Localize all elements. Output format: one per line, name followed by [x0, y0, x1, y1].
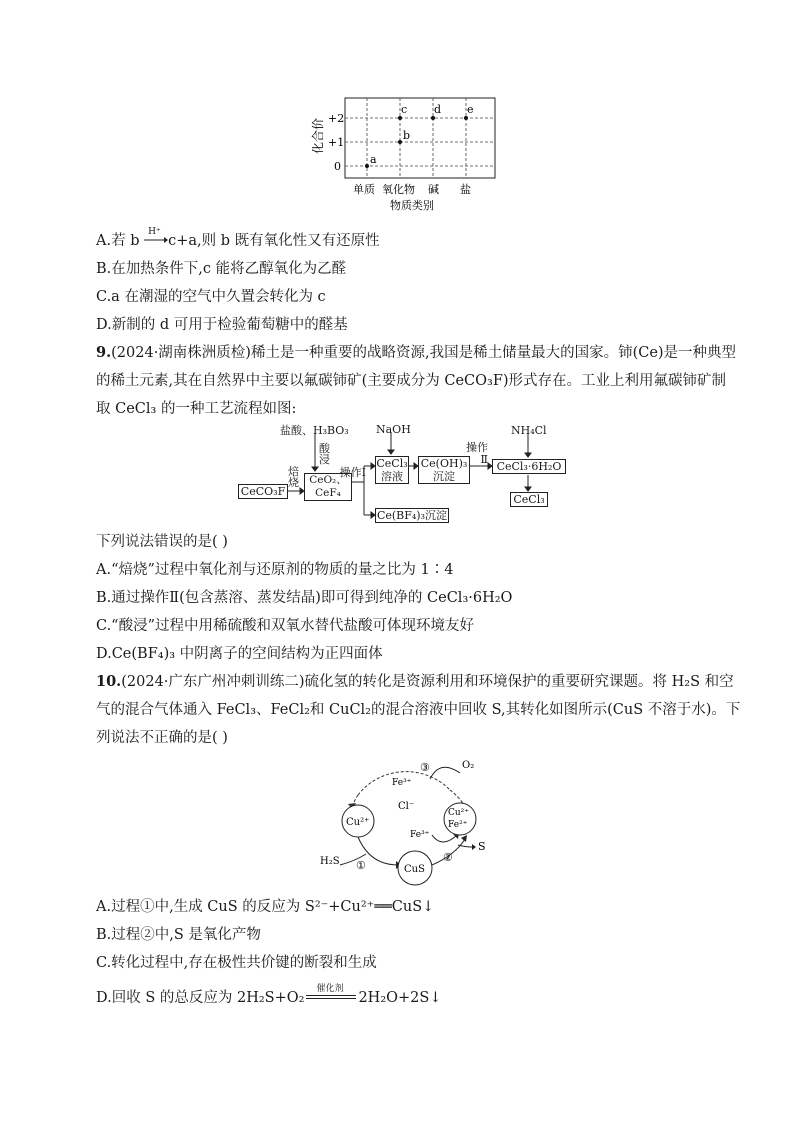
fe2-ion: Fe²⁺: [448, 820, 468, 830]
q8-option-b: B.在加热条件下,c 能将乙醇氧化为乙醛: [96, 261, 347, 277]
q10-line-2: 气的混合气体通入 FeCl₃、FeCl₂和 CuCl₂的混合溶液中回收 S,其转化如图所示(CuS 不溶于水)。下: [96, 702, 741, 718]
q10-option-c: C.转化过程中,存在极性共价键的断裂和生成: [96, 955, 377, 971]
flow-box-cecl3-solution: CeCl₃溶液: [376, 457, 408, 483]
y-tick: +2: [328, 112, 345, 125]
x-category: 氧化物: [382, 183, 415, 196]
step-acid-leach: 酸浸: [319, 442, 330, 466]
x-category: 单质: [353, 183, 375, 196]
process-flow-diagram: [230, 420, 590, 525]
flow-box-cecl3: CeCl₃: [510, 492, 548, 507]
valence-chart: [300, 92, 500, 217]
operation-2: 操作Ⅱ: [466, 441, 488, 466]
q9-line-3: 取 CeCl₃ 的一种工艺流程如图:: [96, 401, 297, 417]
reagent-naoh: NaOH: [376, 423, 411, 436]
q10-line-3: 列说法不正确的是( ): [96, 730, 228, 746]
step-3: ③: [420, 761, 430, 774]
oxygen: O₂: [462, 760, 475, 771]
reagent-nh4cl: NH₄Cl: [511, 424, 547, 437]
chloride-ion: Cl⁻: [398, 801, 415, 812]
point-label: e: [467, 103, 474, 116]
q8-option-c: C.a 在潮湿的空气中久置会转化为 c: [96, 289, 326, 305]
point-label: c: [401, 103, 408, 116]
q9-line-1: 9.(2024·湖南株洲质检)稀土是一种重要的战略资源,我国是稀土储量最大的国家。铈(Ce)是一种典型: [96, 344, 737, 361]
flow-box-precipitate: Ce(BF₄)₃沉淀: [376, 509, 448, 522]
operation-1: 操作Ⅰ: [339, 466, 366, 479]
q10-option-a: A.过程①中,生成 CuS 的反应为 S²⁻+Cu²⁺══CuS↓: [96, 899, 435, 915]
q9-option-d: D.Ce(BF₄)₃ 中阴离子的空间结构为正四面体: [96, 646, 383, 662]
y-tick: +1: [328, 136, 345, 149]
x-axis-label: 物质类别: [390, 199, 434, 212]
q9-option-b: B.通过操作Ⅱ(包含蒸溶、蒸发结晶)即可得到纯净的 CeCl₃·6H₂O: [96, 590, 513, 606]
acid-condition: H⁺: [148, 227, 161, 237]
x-category: 盐: [460, 183, 471, 196]
point-d: [431, 116, 435, 120]
point-e: [464, 116, 468, 120]
q9-line-2: 的稀土元素,其在自然界中主要以氟碳铈矿(主要成分为 CeCO₃F)形式存在。工业上利用氟碳铈矿制: [96, 373, 727, 389]
q10-line-1: 10.(2024·广东广州冲刺训练二)硫化氢的转化是资源利用和环境保护的重要研究课题。将 H₂S 和空: [96, 673, 734, 690]
h2s-cycle-diagram: [300, 755, 510, 890]
step-2: ②: [443, 851, 453, 864]
cu-ion-2: Cu²⁺: [448, 808, 470, 818]
q10-option-d: D.回收 S 的总反应为 2H₂S+O₂ 催化剂 2H₂O+2S↓: [96, 988, 441, 1008]
flow-box-start: CeCO₃F: [238, 484, 288, 499]
x-category: 碱: [428, 183, 439, 196]
h2s: H₂S: [320, 856, 340, 867]
fe3-ion-side: Fe³⁺: [410, 830, 430, 840]
cu-ion: Cu²⁺: [346, 817, 370, 828]
q8-option-d: D.新制的 d 可用于检验葡萄糖中的醛基: [96, 317, 348, 333]
flow-box-oxides: CeO₂、CeF₄: [304, 473, 352, 501]
q9-option-a: A.“焙烧”过程中氧化剂与还原剂的物质的量之比为 1∶4: [96, 562, 454, 578]
point-b: [398, 140, 402, 144]
q9-stem: 下列说法错误的是( ): [96, 534, 228, 550]
point-c: [398, 116, 402, 120]
step-roast: 焙烧: [288, 465, 299, 489]
y-tick: 0: [334, 160, 341, 173]
fe3-ion-top: Fe³⁺: [392, 778, 412, 788]
reagent-acid: 盐酸、H₃BO₃: [280, 424, 349, 437]
cus: CuS: [404, 864, 425, 875]
point-label: a: [370, 153, 377, 166]
q9-option-c: C.“酸浸”过程中用稀硫酸和双氧水替代盐酸可体现环境友好: [96, 618, 475, 634]
catalyst-condition: 催化剂: [316, 984, 344, 994]
point-label: b: [403, 129, 411, 142]
y-axis-label: 化合价: [311, 117, 325, 154]
flow-box-ceoh3: Ce(OH)₃沉淀: [418, 456, 470, 484]
flow-box-hydrate: CeCl₃·6H₂O: [492, 459, 566, 474]
q10-option-b: B.过程②中,S 是氧化产物: [96, 927, 261, 943]
q8-option-a: A.若 b H⁺ c+a,则 b 既有氧化性又有还原性: [96, 231, 380, 251]
step-1: ①: [356, 859, 366, 872]
sulfur: S: [478, 840, 486, 853]
point-a: [365, 164, 369, 168]
point-label: d: [434, 103, 442, 116]
